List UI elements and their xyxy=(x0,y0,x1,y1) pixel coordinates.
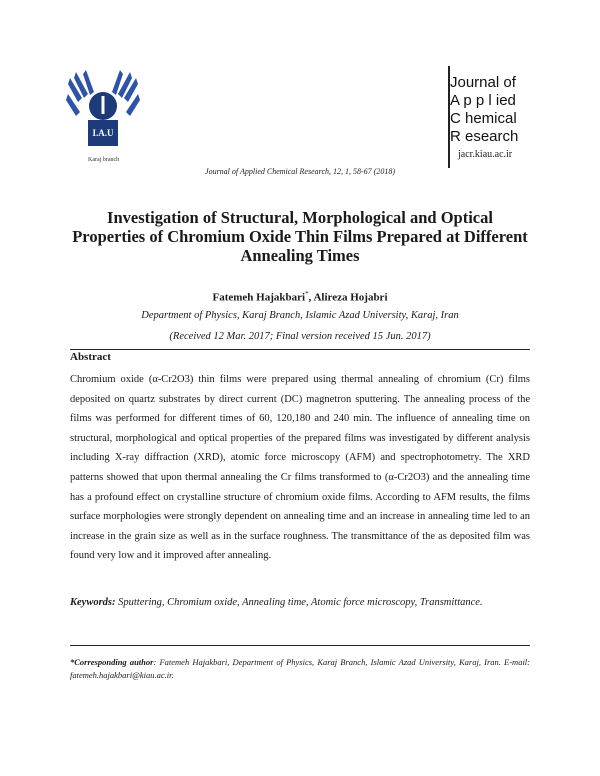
iau-logo xyxy=(66,68,140,154)
paper-title: Investigation of Structural, Morphological and Optical Properties of Chromium Oxide Thin Films Prepared at Different Annealing Times xyxy=(72,208,528,265)
journal-url[interactable]: jacr.kiau.ac.ir xyxy=(458,149,513,160)
abstract-text: Chromium oxide (α-Cr2O3) thin films were prepared using thermal annealing of chromium (Cr) films deposited on quartz substrates by direct current (DC) magnetron sputtering. The annealing process of the films was performed for different times of 60, 120,180 and 240 min. The influence of annealing time on structural, morphological and optical properties of the prepared films was investigated by different analysis including X-ray diffraction (XRD), atomic force microscopy (AFM) and spectrophotometry. The XRD patterns showed that upon thermal annealing the Cr films transformed to (α-Cr2O3) and the annealing time has a profound effect on crystalline structure of chromium oxide films. According to AFM results, the films surface morphologies were strongly dependent on annealing time and an increase in annealing time led to an increase in the grain size as well as in the surface roughness. The transmittance of the as deposited film was found very low and it improved after annealing. xyxy=(70,374,530,562)
logo-flame xyxy=(102,96,105,114)
citation-line: Journal of Applied Chemical Research, 12, 1, 58-67 (2018) xyxy=(205,167,395,176)
journal-title-line-3: C hemical xyxy=(450,110,517,127)
logo-text: I.A.U xyxy=(92,128,114,138)
journal-title-line-2: A p p l ied xyxy=(450,92,516,109)
keywords-label: Keywords: xyxy=(70,597,116,608)
abstract-top-rule xyxy=(70,349,530,350)
author-2: Alireza Hojabri xyxy=(313,291,388,304)
journal-title xyxy=(450,74,536,146)
author-1: Fatemeh Hajakbari xyxy=(212,291,306,304)
affiliation: Department of Physics, Karaj Branch, Islamic Azad University, Karaj, Iran xyxy=(141,310,459,321)
abstract-heading: Abstract xyxy=(70,351,111,363)
keywords-text: Sputtering, Chromium oxide, Annealing time, Atomic force microscopy, Transmittance. xyxy=(115,597,483,608)
journal-title-line-4: R esearch xyxy=(450,128,519,145)
logo-caption: Karaj branch xyxy=(88,157,120,163)
received-dates: (Received 12 Mar. 2017; Final version received 15 Jun. 2017) xyxy=(169,331,431,342)
author-separator: , xyxy=(308,291,314,304)
corresponding-mark: * xyxy=(305,290,309,298)
footnote-label: *Corresponding author xyxy=(70,657,154,667)
corresponding-footnote xyxy=(70,656,530,682)
keywords xyxy=(70,593,530,613)
footnote-text: : Fatemeh Hajakbari, Department of Physics, Karaj Branch, Islamic Azad University, Karaj, Iran. E-mail: fatemeh.hajakbari@kiau.ac.ir. xyxy=(70,657,530,680)
author-line xyxy=(0,290,600,304)
footnote-rule xyxy=(70,645,530,646)
journal-title-line-1: Journal of xyxy=(450,74,516,91)
